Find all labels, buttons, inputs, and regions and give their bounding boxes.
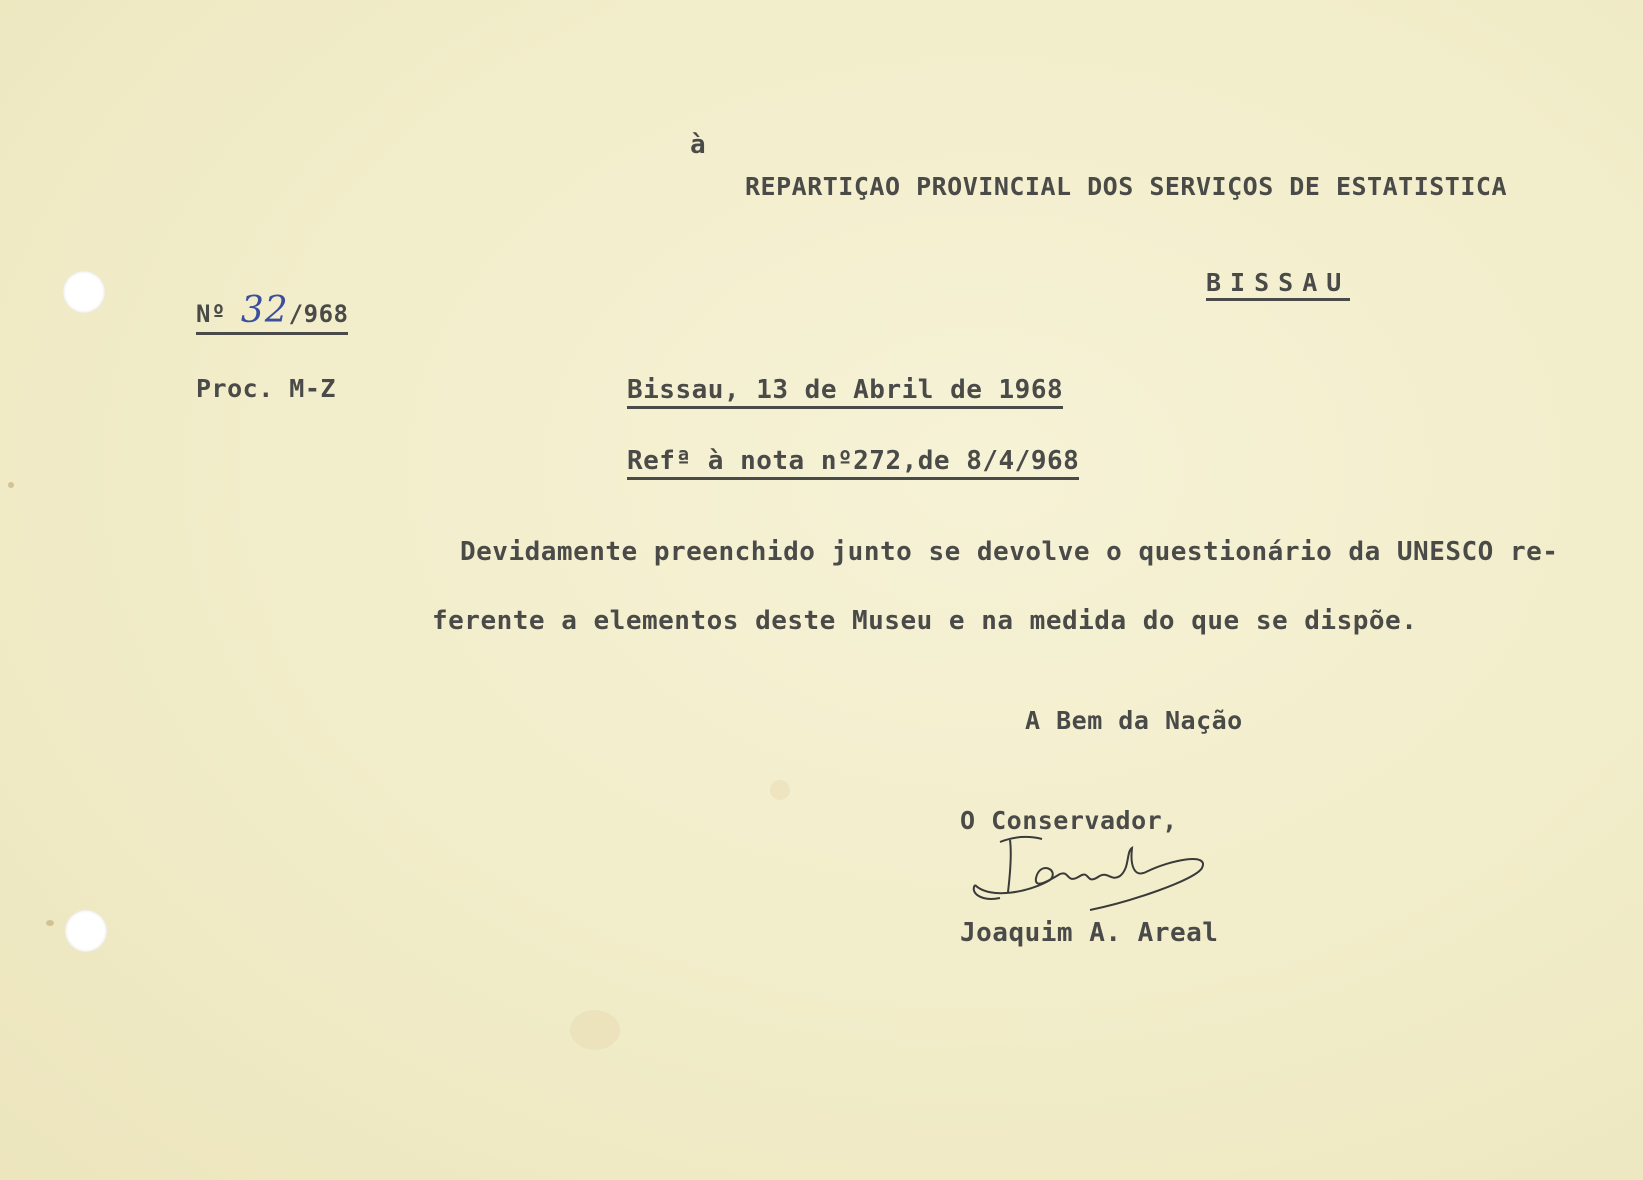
punch-hole-bottom	[65, 910, 107, 952]
handwritten-signature	[970, 830, 1250, 920]
department-header: REPARTIÇAO PROVINCIAL DOS SERVIÇOS DE ESTATISTICA	[745, 172, 1508, 201]
punch-hole-top	[63, 271, 105, 313]
paper-speck	[46, 920, 54, 926]
paper-stain	[770, 780, 790, 800]
city-heading: BISSAU	[1206, 268, 1350, 301]
signatory-role: O Conservador,	[960, 806, 1178, 835]
handwritten-number: 32	[240, 290, 289, 331]
number-suffix: /968	[288, 300, 349, 328]
number-prefix: Nº	[196, 300, 226, 328]
signatory-name: Joaquim A. Areal	[960, 918, 1219, 948]
header-mark: à	[690, 130, 706, 160]
reference-line: Refª à nota nº272,de 8/4/968	[627, 446, 1079, 480]
body-text-line-1: Devidamente preenchido junto se devolve o questionário da UNESCO re-	[460, 537, 1559, 567]
closing-salutation: A Bem da Nação	[1025, 706, 1243, 735]
paper-stain	[570, 1010, 620, 1050]
paper-speck	[8, 482, 14, 488]
process-code: Proc. M-Z	[196, 374, 336, 403]
letter-date: Bissau, 13 de Abril de 1968	[627, 375, 1063, 409]
document-number	[196, 290, 348, 335]
body-text-line-2: ferente a elementos deste Museu e na medida do que se dispõe.	[432, 606, 1418, 636]
